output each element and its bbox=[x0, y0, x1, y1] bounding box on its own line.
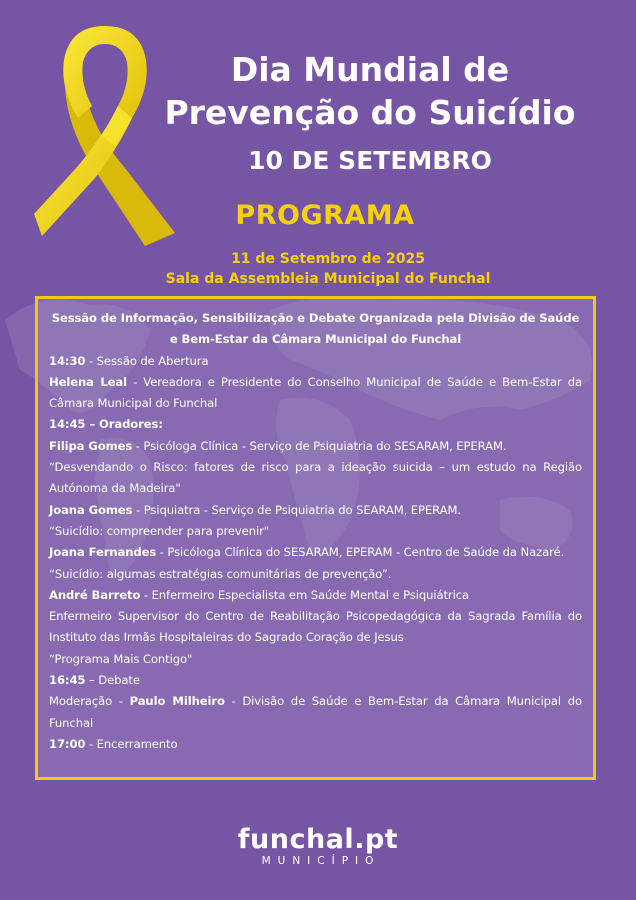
program-item: André Barreto - Enfermeiro Especialista em Saúde Mental e Psiquiátrica bbox=[49, 587, 469, 602]
programa-heading: PROGRAMA bbox=[235, 200, 415, 231]
program-item: “Suicídio: algumas estratégias comunitárias de prevenção”. bbox=[49, 566, 392, 581]
program-box bbox=[35, 296, 596, 780]
program-item: “Suicídio: compreender para prevenir" bbox=[49, 523, 269, 538]
awareness-ribbon-icon bbox=[30, 18, 180, 258]
program-item: 14:45 – Oradores: bbox=[49, 417, 163, 432]
program-item: 17:00 - Encerramento bbox=[49, 736, 178, 751]
event-venue: Sala da Assembleia Municipal do Funchal bbox=[165, 271, 491, 287]
observance-date: 10 DE SETEMBRO bbox=[248, 146, 492, 175]
program-item: Joana Gomes - Psiquiatra - Serviço de Psiquiatria do SEARAM, EPERAM. bbox=[49, 502, 461, 517]
program-item: Enfermeiro Supervisor do Centro de Reabilitação Psicopedagógica da Sagrada Família do Instituto das Irmãs Hospitaleiras do Sagrado Coração de Jesus bbox=[49, 609, 582, 645]
program-item: Joana Fernandes - Psicóloga Clínica do SESARAM, EPERAM - Centro de Saúde da Nazaré. bbox=[49, 545, 565, 560]
program-item: “Desvendando o Risco: fatores de risco para a ideação suicida – um estudo na Região Autónoma da Madeira" bbox=[49, 460, 582, 496]
funchal-logo: funchal.pt bbox=[237, 824, 399, 855]
event-date: 11 de Setembro de 2025 bbox=[231, 251, 425, 267]
title-line-2: Prevenção do Suicídio bbox=[164, 93, 576, 132]
program-item: 14:30 - Sessão de Abertura bbox=[49, 353, 209, 368]
program-item: Moderação - Paulo Milheiro - Divisão de Saúde e Bem-Estar da Câmara Municipal do Funchal bbox=[49, 694, 582, 730]
title-line-1: Dia Mundial de bbox=[230, 50, 510, 89]
program-item: Helena Leal - Vereadora e Presidente do Conselho Municipal de Saúde e Bem-Estar da Câmara Municipal do Funchal bbox=[49, 374, 582, 411]
program-intro: Sessão de Informação, Sensibilização e Debate Organizada pela Divisão de Saúde e Bem-Estar da Câmara Municipal do Funchal bbox=[51, 311, 580, 347]
program-item: Filipa Gomes - Psicóloga Clínica - Serviço de Psiquiatria do SESARAM, EPERAM. bbox=[49, 438, 507, 453]
program-item: “Programa Mais Contigo" bbox=[49, 651, 193, 666]
program-item: 16:45 – Debate bbox=[49, 673, 140, 688]
funchal-logo-subtitle: MUNICÍPIO bbox=[261, 855, 381, 867]
